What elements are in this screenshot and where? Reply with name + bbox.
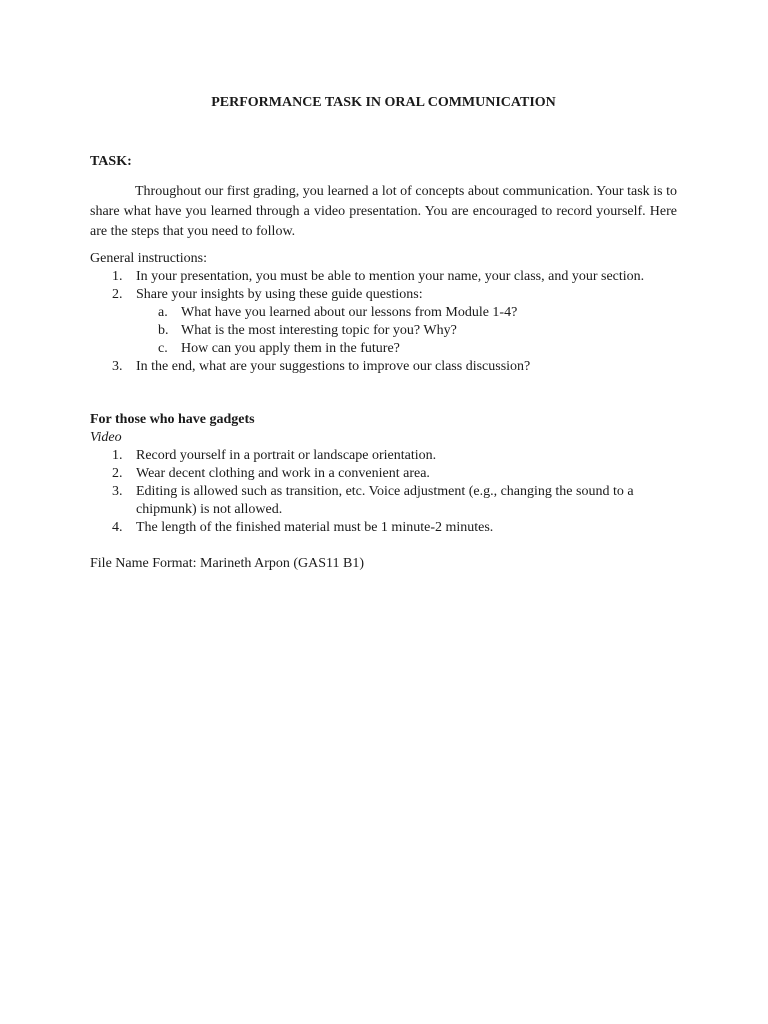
guide-question-item [136,304,677,322]
list-item-text: Record yourself in a portrait or landscape orientation. [136,448,437,463]
task-heading: TASK: [90,154,132,169]
guide-question-text: What is the most interesting topic for you? Why? [181,323,457,338]
list-item [90,358,677,376]
gadgets-heading: For those who have gadgets [90,412,255,427]
list-item-text: In the end, what are your suggestions to improve our class discussion? [136,359,531,374]
list-item [90,268,677,286]
list-number: 4. [112,520,123,535]
list-item-text: Editing is allowed such as transition, etc. Voice adjustment (e.g., changing the sound to a chipmunk) is not allowed. [136,484,634,517]
list-item [90,447,677,465]
document-title: PERFORMANCE TASK IN ORAL COMMUNICATION [211,95,556,110]
list-item-text: Share your insights by using these guide questions: [136,287,423,302]
video-instructions-list [90,447,677,537]
guide-question-text: How can you apply them in the future? [181,341,400,356]
list-item [90,465,677,483]
list-item-text: The length of the finished material must be 1 minute-2 minutes. [136,520,494,535]
list-item [90,519,677,537]
file-name-format: File Name Format: Marineth Arpon (GAS11 B1) [90,556,365,571]
list-number: 3. [112,359,123,374]
guide-questions-list [136,304,677,358]
intro-paragraph: Throughout our first grading, you learned a lot of concepts about communication. Your task is to share what have you learned through a video presentation. You are encouraged to record yourself. Here are the steps that you need to follow. [90,184,677,239]
list-item-text: Wear decent clothing and work in a convenient area. [136,466,430,481]
video-label: Video [90,430,122,445]
guide-question-text: What have you learned about our lessons from Module 1-4? [181,305,518,320]
list-letter: b. [158,323,169,338]
list-item [90,286,677,358]
list-number: 3. [112,484,123,499]
guide-question-item [136,340,677,358]
list-item [90,483,677,519]
list-number: 2. [112,466,123,481]
list-number: 2. [112,287,123,302]
list-number: 1. [112,448,123,463]
guide-question-item [136,322,677,340]
general-instructions-label: General instructions: [90,251,208,266]
list-letter: a. [158,305,168,320]
list-number: 1. [112,269,123,284]
general-instructions-list [90,268,677,376]
list-letter: c. [158,341,168,356]
list-item-text: In your presentation, you must be able to mention your name, your class, and your section. [136,269,645,284]
